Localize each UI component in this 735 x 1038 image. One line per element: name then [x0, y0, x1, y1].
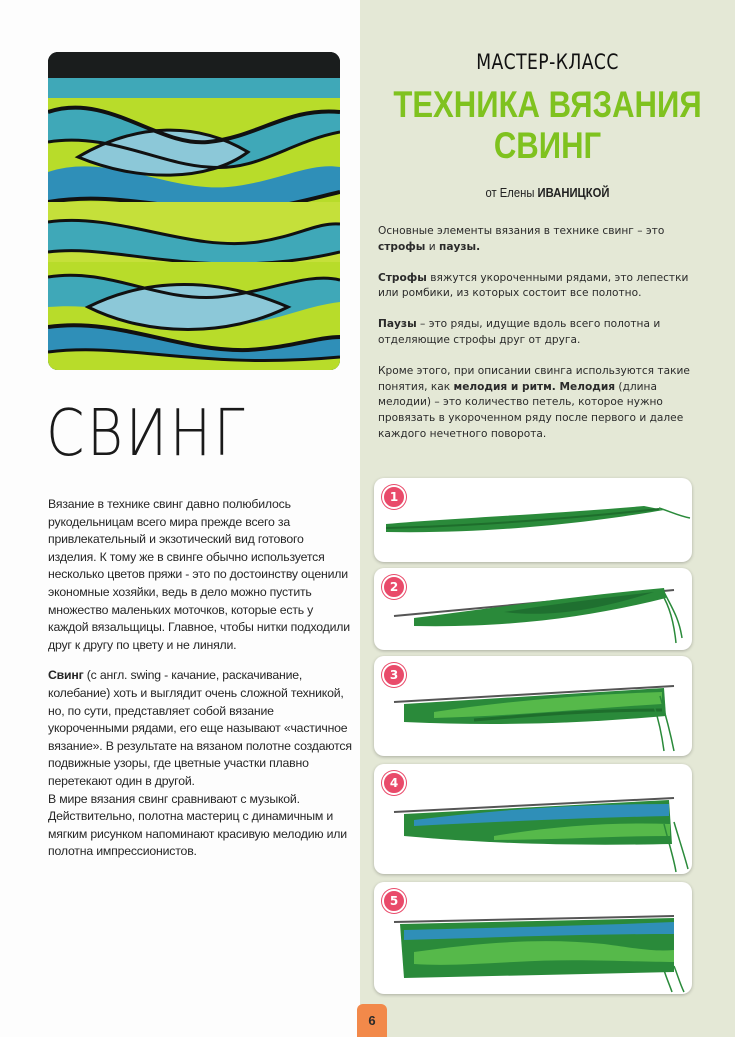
intro-paragraph-3: В мире вязания свинг сравнивают с музыкой. Действительно, полотна мастериц с динамичным и мягким рисунком напоминают красивую мелодию или полотна импрессионистов.: [48, 791, 347, 859]
term-strophes: строфы: [378, 240, 426, 253]
author-byline: [379, 186, 717, 200]
step-4-photo: [374, 764, 692, 874]
author-prefix: от Елены: [485, 186, 538, 200]
strophes-term: Строфы: [378, 271, 427, 284]
pauses-text: – это ряды, идущие вдоль всего полотна и отделяющие строфы друг от друга.: [378, 318, 661, 346]
intro-paragraph-2: [48, 667, 354, 861]
pauses-term: Паузы: [378, 318, 417, 331]
step-badge-1: 1: [382, 485, 406, 509]
strophes-text: вяжутся укороченными рядами, это лепестки или ромбики, из которых состоит все полотно.: [378, 271, 689, 300]
headline-line-2: СВИНГ: [493, 125, 602, 166]
section-label: МАСТЕР-КЛАСС: [476, 50, 619, 74]
melody-paragraph: [378, 364, 696, 443]
page-number: 6: [357, 1004, 387, 1037]
elements-text: Основные элементы вязания в технике свинг – это: [378, 225, 665, 237]
swing-knitting-photo: [48, 52, 340, 370]
elements-paragraph: [378, 224, 696, 256]
step-5-photo: [374, 882, 692, 994]
intro-paragraph-1: Вязание в технике свинг давно полюбилось рукодельницам всего мира прежде всего за привлекательный и экзотический вид готового изделия. К тому же в свинге обычно используется несколько цветов пряжи - это по достоинству оценили экономные хозяйки, ведь в дело можно пустить множество маленьких моточков, которые есть у каждой вязальщицы. Главное, чтобы нитки подходили друг к другу по цвету и не линяли.: [48, 497, 350, 652]
step-card-3: [374, 656, 692, 756]
page-title: СВИНГ: [46, 397, 247, 471]
step-badge-3: 3: [382, 663, 406, 687]
strophes-paragraph: [378, 271, 696, 303]
step-2-photo: [374, 568, 692, 650]
step-badge-2: 2: [382, 575, 406, 599]
step-card-2: [374, 568, 692, 650]
step-3-photo: [374, 656, 692, 756]
author-name: ИВАНИЦКОЙ: [537, 186, 610, 200]
intro-text: [48, 496, 354, 861]
article-headline: [390, 84, 705, 166]
step-badge-5: 5: [382, 889, 406, 913]
melody-text-2: (длина мелодии) – это количество петель, которое нужно провязать в укороченном ряду после первого и далее каждого нечетного поворота.: [378, 380, 684, 440]
melody-text-1: Кроме этого, при описании свинга используются такие понятия, как: [378, 364, 690, 393]
step-card-5: [374, 882, 692, 994]
step-badge-4: 4: [382, 771, 406, 795]
term-pauses: паузы.: [439, 240, 481, 253]
melody-term: мелодия и ритм. Мелодия: [453, 380, 616, 393]
swing-term: Свинг: [48, 668, 84, 683]
step-card-1: [374, 478, 692, 562]
step-1-photo: [374, 478, 692, 562]
swing-definition: (с англ. swing - качание, раскачивание, колебание) хоть и выглядит очень сложной техникой, но, по сути, представляет собой вязание укороченными рядами, его еще называют «частичное вязание». В результате на вязаном полотне создаются подвижные узоры, где цветные участки плавно перетекают один в другой.: [48, 668, 352, 788]
pauses-paragraph: [378, 317, 696, 349]
conjunction: и: [425, 240, 439, 253]
technique-text: [378, 224, 696, 443]
knit-pattern-image: [48, 52, 340, 370]
step-card-4: [374, 764, 692, 874]
headline-line-1: ТЕХНИКА ВЯЗАНИЯ: [393, 84, 702, 125]
